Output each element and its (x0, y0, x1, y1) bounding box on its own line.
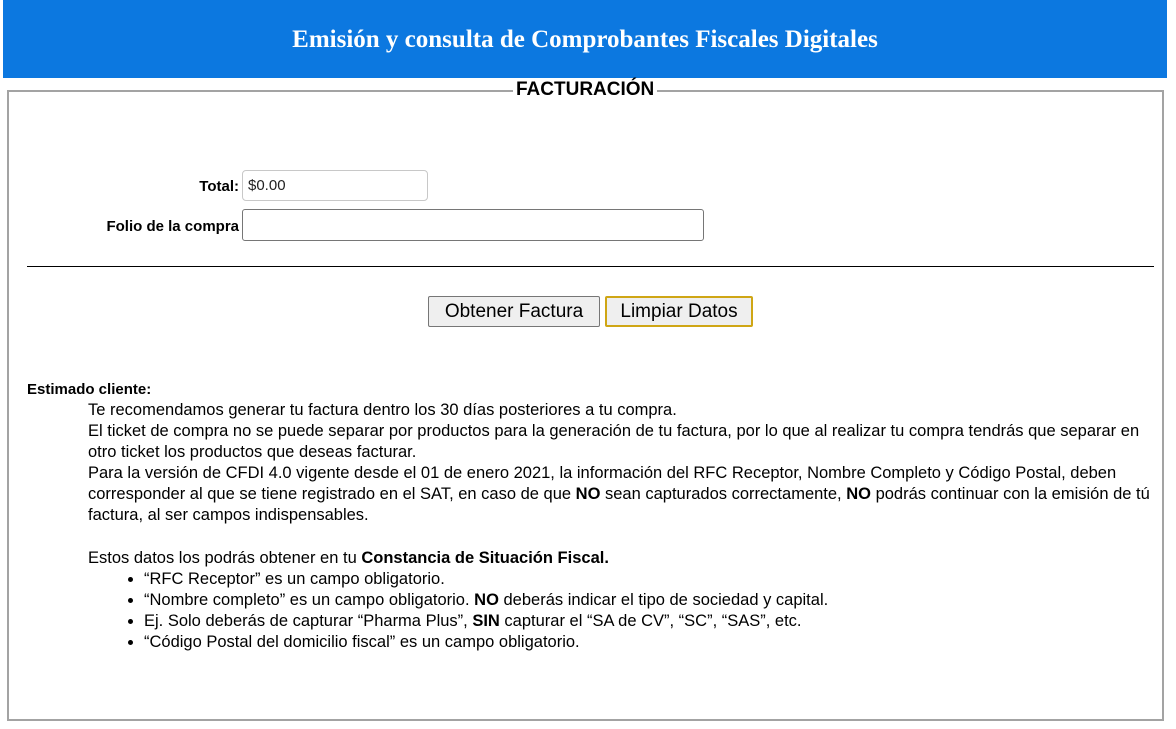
note-text: Para la versión de CFDI 4.0 vigente desde el 01 de enero 2021, la información del RFC Receptor, Nombre Completo y Código Postal, deben corresponder al que se tiene registrado en el SAT, en caso de que (88, 464, 1117, 503)
note-emphasis: NO (575, 485, 601, 503)
note-emphasis: NO (846, 485, 871, 503)
list-item: • “Código Postal del domicilio fiscal” es un campo obligatorio. (144, 632, 1157, 653)
total-input[interactable] (242, 170, 428, 201)
notes-section (27, 380, 1157, 653)
notes-body (27, 400, 1157, 569)
note-text: podrás continuar con la emisión de tú factura, al ser campos indispensables. (88, 485, 1150, 524)
note-paragraph (88, 463, 1157, 526)
notes-title: Estimado cliente: (27, 381, 152, 398)
folio-input[interactable] (242, 209, 704, 241)
facturacion-fieldset (7, 79, 1164, 721)
divider (27, 266, 1154, 267)
obtener-factura-button[interactable]: Obtener Factura (428, 296, 600, 327)
limpiar-datos-button[interactable]: Limpiar Datos (605, 296, 753, 327)
note-text: Estos datos los podrás obtener en tu (88, 549, 362, 567)
total-label: Total: (199, 178, 239, 195)
list-item: • “RFC Receptor” es un campo obligatorio. (144, 569, 1157, 590)
note-emphasis: Constancia de Situación Fiscal. (361, 549, 609, 567)
page-title: Emisión y consulta de Comprobantes Fiscales Digitales (292, 26, 878, 53)
fieldset-legend: FACTURACIÓN (513, 78, 657, 102)
note-text: sean capturados correctamente, (600, 485, 847, 503)
note-paragraph: Te recomendamos generar tu factura dentro los 30 días posteriores a tu compra. (88, 401, 677, 419)
folio-label: Folio de la compra (106, 218, 239, 235)
note-paragraph (88, 548, 1157, 569)
note-paragraph: El ticket de compra no se puede separar por productos para la generación de tu factura, por lo que al realizar tu compra tendrás que separar en otro ticket los productos que deseas facturar. (88, 422, 1140, 461)
requirements-list (27, 569, 1157, 653)
list-item: • Ej. Solo deberás de capturar “Pharma Plus”, SIN capturar el “SA de CV”, “SC”, “SAS”, etc. (144, 611, 1157, 632)
list-item: • “Nombre completo” es un campo obligatorio. NO deberás indicar el tipo de sociedad y capital. (144, 590, 1157, 611)
page-header (3, 0, 1167, 78)
